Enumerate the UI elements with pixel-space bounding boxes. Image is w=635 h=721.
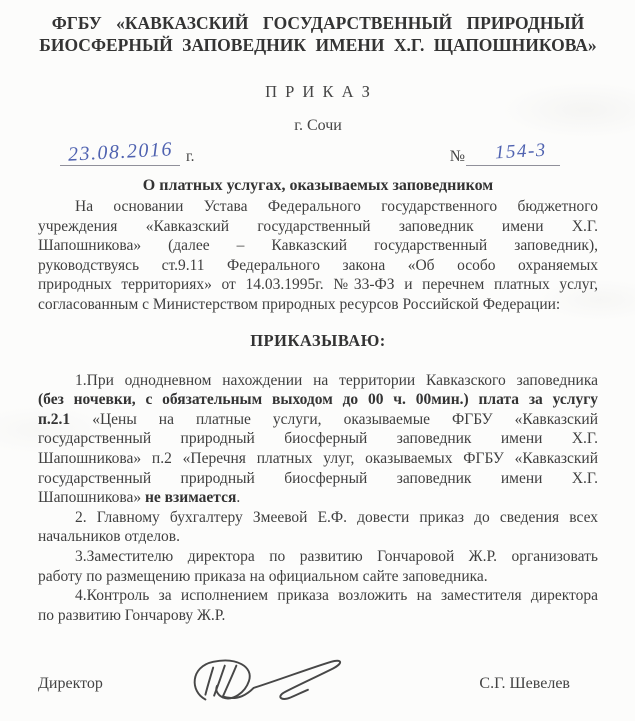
- place-line: г. Сочи: [294, 117, 342, 134]
- director-label: Директор: [38, 675, 103, 693]
- date-underline: [60, 138, 180, 166]
- organization-name-line2: БИОСФЕРНЫЙ ЗАПОВЕДНИК ИМЕНИ Х.Г. ЩАПОШНИКОВА»: [39, 35, 597, 55]
- handwritten-signature-icon: [181, 655, 371, 713]
- number-underline: [466, 139, 560, 166]
- organization-name-line1: ФГБУ «КАВКАЗСКИЙ ГОСУДАРСТВЕННЫЙ ПРИРОДНЫЙ: [51, 13, 585, 33]
- date-number-row: [38, 134, 598, 166]
- handwritten-number: 154-3: [494, 139, 548, 164]
- handwritten-date: 23.08.2016: [66, 138, 173, 166]
- signature-block: [38, 655, 598, 713]
- subject-line: О платных услугах, оказываемых заповедником: [142, 177, 494, 194]
- number-field: [449, 139, 560, 166]
- organization-name: [38, 12, 598, 56]
- order-item-2: 2. Главному бухгалтеру Змеевой Е.Ф. довести приказ до сведения всех начальников отделов.: [38, 508, 598, 546]
- order-item-3: 3.Заместителю директора по развитию Гончаровой Ж.Р. организовать работу по размещению приказа на официальном сайте заповедника.: [38, 547, 598, 585]
- order-heading: ПРИКАЗЫВАЮ:: [250, 330, 386, 350]
- date-suffix: г.: [186, 148, 195, 165]
- order-item-1: 1.При однодневном нахождении на территории Кавказского заповедника (без ночевки, с обязательным выходом до 00 ч. 00мин.) плата за услугу п.2.1 «Цены на платные услуги, оказываемые ФГБУ «Кавказский государственный природный биосферный заповедник имени Х.Г. Шапошникова» п.2 «Перечня платных улуг, оказываемых ФГБУ «Кавказский государственный природный биосферный заповедник имени Х.Г. Шапошникова» не взимается.: [38, 371, 598, 507]
- order-item-4: 4.Контроль за исполнением приказа возложить на заместителя директора по развитию Гончарову Ж.Р.: [38, 587, 598, 624]
- date-field: [60, 138, 195, 166]
- director-name: С.Г. Шевелев: [479, 675, 570, 693]
- document-type-heading: П Р И К А З: [265, 82, 371, 101]
- order-items: [38, 371, 598, 626]
- intro-paragraph: На основании Устава Федерального государственного бюджетного учреждения «Кавказский государственный заповедник имени Х.Г. Шапошникова» (далее – Кавказский государственный заповедник), руководствуясь ст.9.11 Федерального закона «Об особо охраняемых природных территориях» от 14.03.1995г. №33-ФЗ и перечнем платных услуг, согласованным с Министерством природных ресурсов Российской Федерации:: [38, 198, 598, 313]
- number-label: №: [449, 148, 465, 165]
